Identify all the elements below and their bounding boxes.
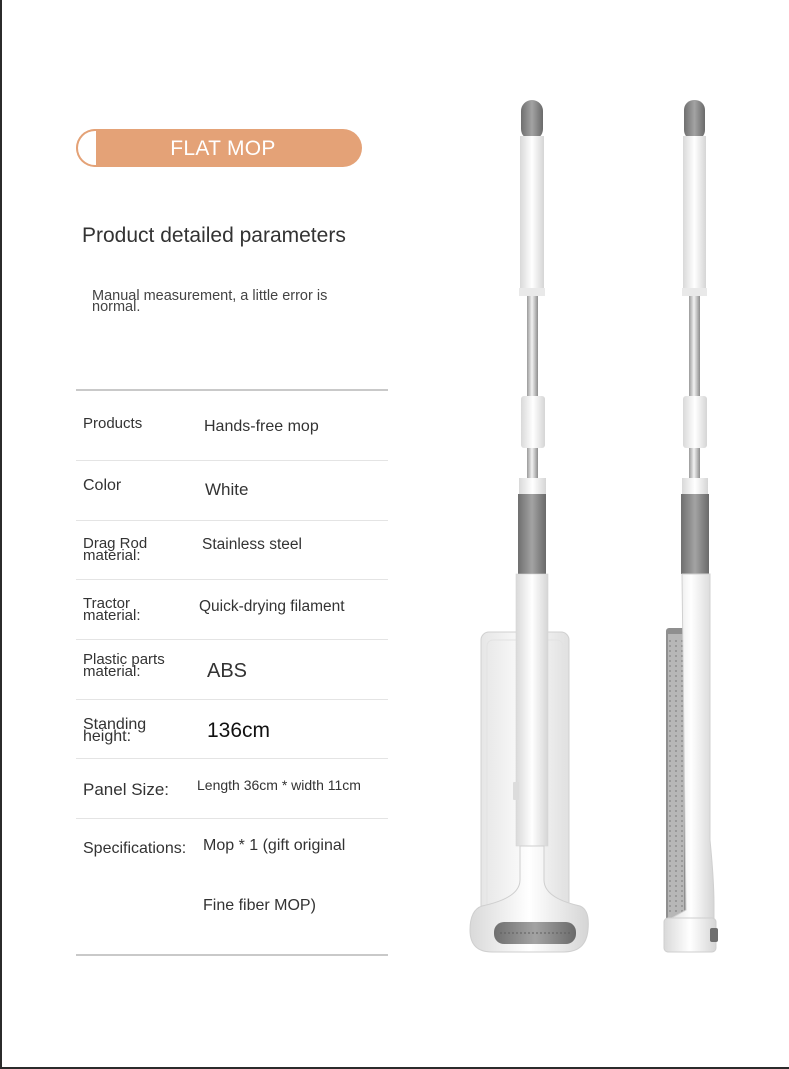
spec-label-color: Color (83, 477, 122, 494)
row-divider (76, 579, 388, 580)
front-mop-grip (518, 494, 546, 574)
side-mop-upper-handle (683, 136, 706, 292)
front-mop-collar (521, 396, 545, 448)
spec-value-height: 136cm (207, 719, 271, 742)
spec-value-specifications-line2: Fine fiber MOP) (203, 897, 316, 914)
front-mop-steel-rod (527, 296, 538, 396)
spec-label-products: Products (83, 415, 143, 432)
front-mop-scraper (494, 922, 576, 944)
spec-label-panel-size: Panel Size: (83, 780, 169, 799)
spec-value-plastic: ABS (207, 660, 248, 682)
spec-label-tractor: Tractor material: (83, 595, 141, 624)
spec-value-tractor: Quick-drying filament (199, 598, 345, 615)
front-mop (470, 100, 588, 952)
spec-value-products: Hands-free mop (204, 418, 319, 435)
spec-label-height: Standing height: (83, 716, 147, 745)
side-mop-grip (681, 494, 709, 574)
spec-label-specifications: Specifications: (83, 840, 187, 857)
table-bottom-rule (76, 954, 388, 956)
table-top-rule (76, 389, 388, 391)
spec-value-color: White (205, 480, 249, 499)
side-mop (664, 100, 718, 952)
row-divider (76, 520, 388, 521)
row-divider (76, 699, 388, 700)
row-divider (76, 818, 388, 819)
spec-value-specifications-line1: Mop * 1 (gift original (203, 837, 346, 854)
spec-label-plastic: Plastic parts material: (83, 651, 165, 680)
badge-label: FLAT MOP (170, 137, 276, 160)
spec-value-panel-size: Length 36cm * width 11cm (197, 777, 361, 793)
page-left-border (0, 0, 2, 1069)
flat-mop-badge (76, 129, 362, 167)
spec-label-drag-rod: Drag Rod material: (83, 535, 148, 564)
front-mop-upper-handle (520, 136, 544, 292)
page-title: Product detailed parameters (82, 224, 346, 247)
measurement-note: Manual measurement, a little error is normal. (92, 288, 328, 315)
side-mop-steel-rod (689, 296, 700, 396)
mop-product-illustration (440, 90, 780, 970)
row-divider (76, 639, 388, 640)
row-divider (76, 758, 388, 759)
side-mop-cap (684, 100, 705, 140)
row-divider (76, 460, 388, 461)
front-mop-cap (521, 100, 543, 140)
spec-value-drag-rod: Stainless steel (202, 536, 302, 553)
side-mop-head (664, 918, 716, 952)
